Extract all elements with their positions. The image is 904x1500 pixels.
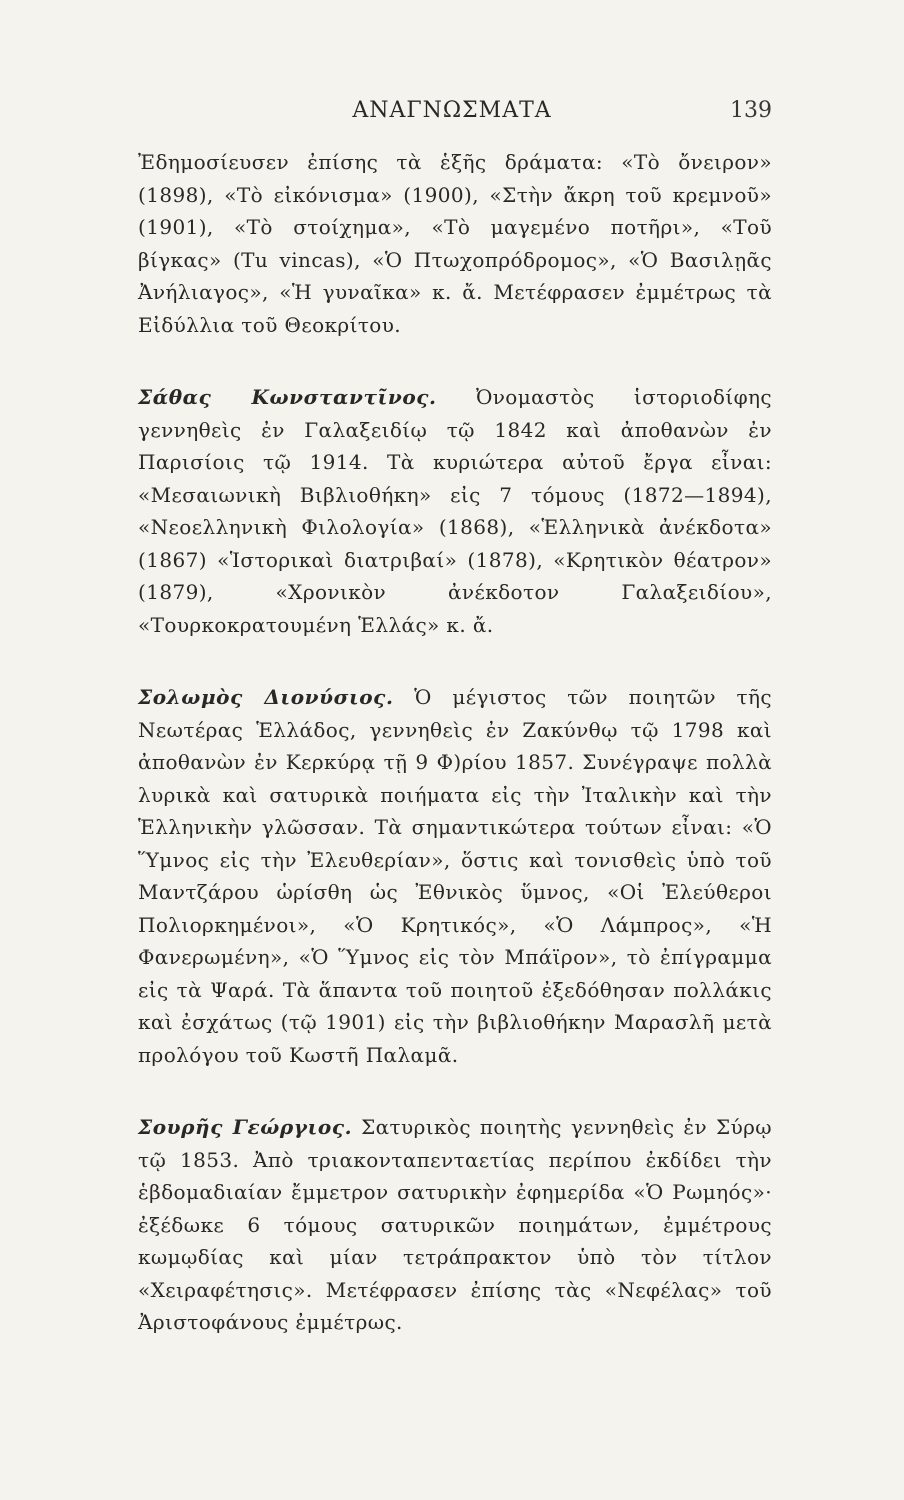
running-header [0,98,904,132]
entry-text: Ὀνομαστὸς ἱστοριοδίφης γεννηθεὶς ἐν Γαλαξειδίῳ τῷ 1842 καὶ ἀποθανὼν ἐν Παρισίοις τῷ 1914. Τὰ κυριώτερα αὐτοῦ ἔργα εἶναι: «Μεσαιωνικὴ Βιβλιοθήκη» εἰς 7 τόμους (1872—1894), «Νεοελληνικὴ Φιλολογία» (1868), «Ἑλληνικὰ ἀνέκδοτα» (1867) «Ἱστορικαὶ διατριβαί» (1878), «Κρητικὸν θέατρον» (1879), «Χρονικὸν ἀνέκδοτον Γαλαξειδίου», «Τουρκοκρατουμένη Ἑλλάς» κ. ἄ. [138,385,773,637]
page-number: 139 [730,98,772,123]
running-title: ΑΝΑΓΝΩΣΜΑΤΑ [352,98,552,123]
entry-heading: Σολωμὸς Διονύσιος. [138,685,394,709]
entry-heading: Σάθας Κωνσταντῖνος. [138,385,437,409]
entry-text: Σατυρικὸς ποιητὴς γεννηθεὶς ἐν Σύρῳ τῷ 1853. Ἀπὸ τριακονταπενταετίας περίπου ἐκδίδει τὴν ἑβδομαδιαίαν ἔμμετρον σατυρικὴν ἐφημερίδα «Ὁ Ρωμηός»· ἐξέδωκε 6 τόμους σατυρικῶν ποιημάτων, ἐμμέτρους κωμῳδίας καὶ μίαν τετράπρακτον ὑπὸ τὸν τίτλον «Χειραφέτησις». Μετέφρασεν ἐπίσης τὰς «Νεφέλας» τοῦ Ἀριστοφάνους ἐμμέτρως. [138,1115,772,1334]
paragraph-dramas [138,146,772,341]
entry-souris [138,1111,772,1339]
entry-text: Ὁ μέγιστος τῶν ποιητῶν τῆς Νεωτέρας Ἑλλάδος, γεννηθεὶς ἐν Ζακύνθῳ τῷ 1798 καὶ ἀποθανὼν ἐν Κερκύρᾳ τῇ 9 Φ)ρίου 1857. Συνέγραψε πολλὰ λυρικὰ καὶ σατυρικὰ ποιήματα εἰς τὴν Ἰταλικὴν καὶ τὴν Ἑλληνικὴν γλῶσσαν. Τὰ σημαντικώτερα τούτων εἶναι: «Ὁ Ὕμνος εἰς τὴν Ἐλευθερίαν», ὅστις καὶ τονισθεὶς ὑπὸ τοῦ Μαντζάρου ὡρίσθη ὡς Ἐθνικὸς ὕμνος, «Οἱ Ἐλεύθεροι Πολιορκημένοι», «Ὁ Κρητικός», «Ὁ Λάμπρος», «Ἡ Φανερωμένη», «Ὁ Ὕμνος εἰς τὸν Μπάϊρον», τὸ ἐπίγραμμα εἰς τὰ Ψαρά. Τὰ ἅπαντα τοῦ ποιητοῦ ἐξεδόθησαν πολλάκις καὶ ἐσχάτως (τῷ 1901) εἰς τὴν βιβλιοθήκην Μαρασλῆ μετὰ προλόγου τοῦ Κωστῆ Παλαμᾶ. [138,685,772,1067]
entry-solomos [138,681,772,1071]
entry-sathas [138,381,772,641]
entry-heading: Σουρῆς Γεώργιος. [138,1115,353,1139]
page-body [138,146,772,1339]
paragraph-text: Ἐδημοσίευσεν ἐπίσης τὰ ἑξῆς δράματα: «Τὸ ὄνειρον» (1898), «Τὸ εἰκόνισμα» (1900), «Στὴν ἄκρη τοῦ κρεμνοῦ» (1901), «Τὸ στοίχημα», «Τὸ μαγεμένο ποτῆρι», «Τοῦ βίγκας» (Tu vincas), «Ὁ Πτωχοπρόδρομος», «Ὁ Βασιλῃᾶς Ἀνήλιαγος», «Ἡ γυναῖκα» κ. ἄ. Μετέφρασεν ἐμμέτρως τὰ Εἰδύλλια τοῦ Θεοκρίτου. [138,150,772,337]
